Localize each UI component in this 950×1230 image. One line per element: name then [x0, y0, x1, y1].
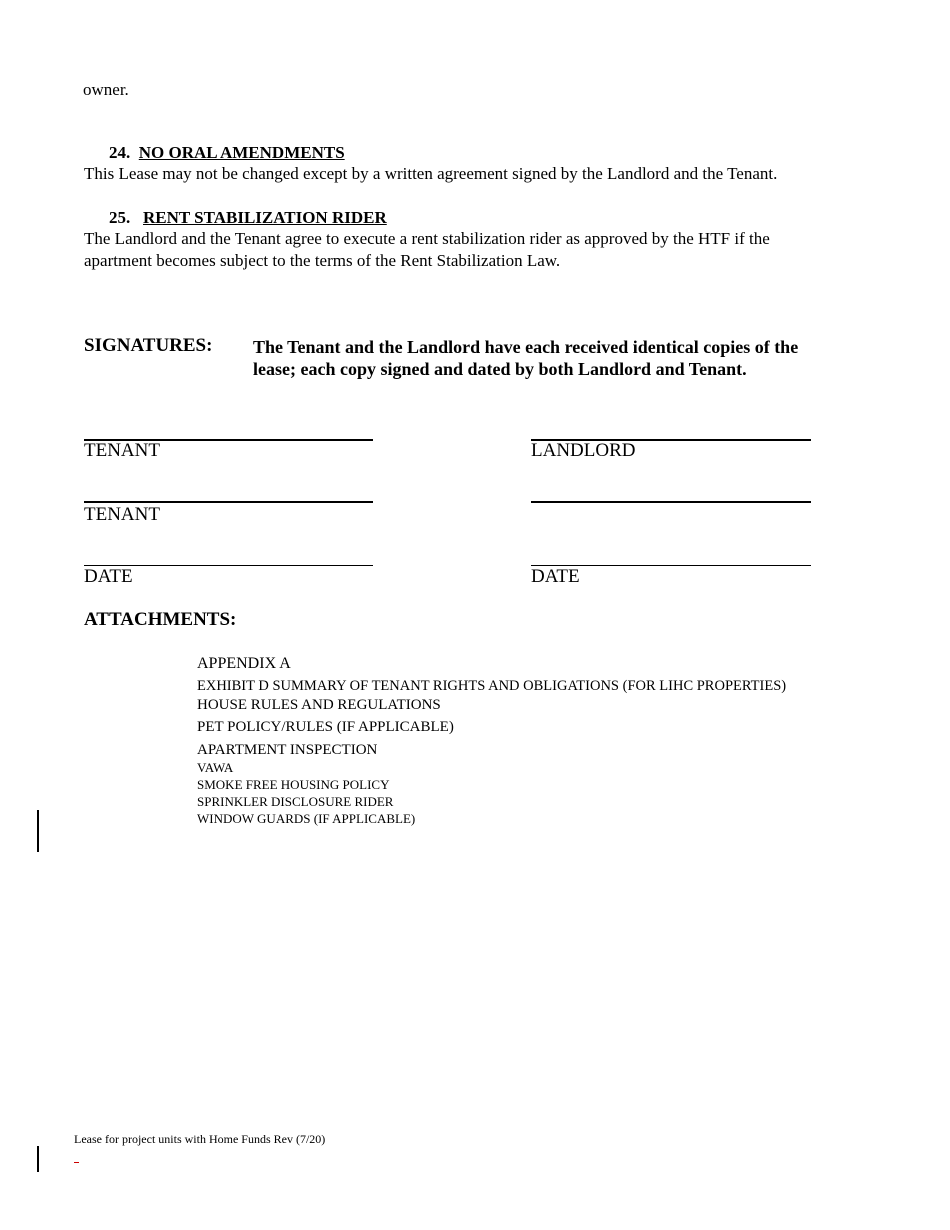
page-footer: Lease for project units with Home Funds Rev (7/20) — [74, 1132, 326, 1146]
section-25-title: RENT STABILIZATION RIDER — [143, 208, 387, 227]
landlord-label: LANDLORD — [531, 440, 636, 461]
signatures-text: The Tenant and the Landlord have each received identical copies of the lease; each copy signed and dated by both Landlord and Tenant. — [253, 337, 799, 379]
attachment-item-house-rules: HOUSE RULES AND REGULATIONS — [197, 697, 441, 713]
attachment-item-sprinkler: SPRINKLER DISCLOSURE RIDER — [197, 794, 394, 809]
section-25-number: 25. — [109, 208, 131, 227]
continuation-text: owner. — [83, 80, 129, 99]
revision-mark — [74, 1162, 79, 1163]
attachments-label: ATTACHMENTS: — [84, 609, 237, 630]
tenant-label-1: TENANT — [84, 440, 160, 461]
section-24-body: This Lease may not be changed except by a written agreement signed by the Landlord and the Tenant. — [84, 164, 778, 183]
date-label-right: DATE — [531, 566, 580, 587]
section-24-title: NO ORAL AMENDMENTS — [138, 143, 345, 162]
change-bar-1 — [37, 810, 39, 852]
tenant-label-2: TENANT — [84, 504, 160, 525]
attachment-item-exhibit-d: EXHIBIT D SUMMARY OF TENANT RIGHTS AND OBLIGATIONS (FOR LIHC PROPERTIES) — [197, 678, 787, 694]
section-24-number: 24. — [109, 143, 131, 162]
section-25-heading — [109, 208, 387, 228]
attachment-item-window-guards: WINDOW GUARDS (IF APPLICABLE) — [197, 811, 416, 826]
tenant-signature-line-2[interactable] — [84, 501, 373, 503]
attachment-item-pet-policy: PET POLICY/RULES (IF APPLICABLE) — [197, 719, 454, 735]
section-24-heading — [109, 143, 345, 163]
attachment-item-appendix-a: APPENDIX A — [197, 655, 291, 672]
attachment-item-vawa: VAWA — [197, 760, 234, 775]
landlord-signature-line-2[interactable] — [531, 501, 811, 503]
attachment-item-smoke-free: SMOKE FREE HOUSING POLICY — [197, 777, 390, 792]
change-bar-2 — [37, 1146, 39, 1172]
attachment-item-apartment-inspection: APARTMENT INSPECTION — [197, 742, 378, 758]
signatures-label: SIGNATURES: — [84, 335, 213, 356]
date-label-left: DATE — [84, 566, 133, 587]
section-25-body-line2: apartment becomes subject to the terms of the Rent Stabilization Law. — [84, 251, 561, 270]
section-25-body-line1: The Landlord and the Tenant agree to execute a rent stabilization rider as approved by the HTF if the — [84, 229, 770, 248]
